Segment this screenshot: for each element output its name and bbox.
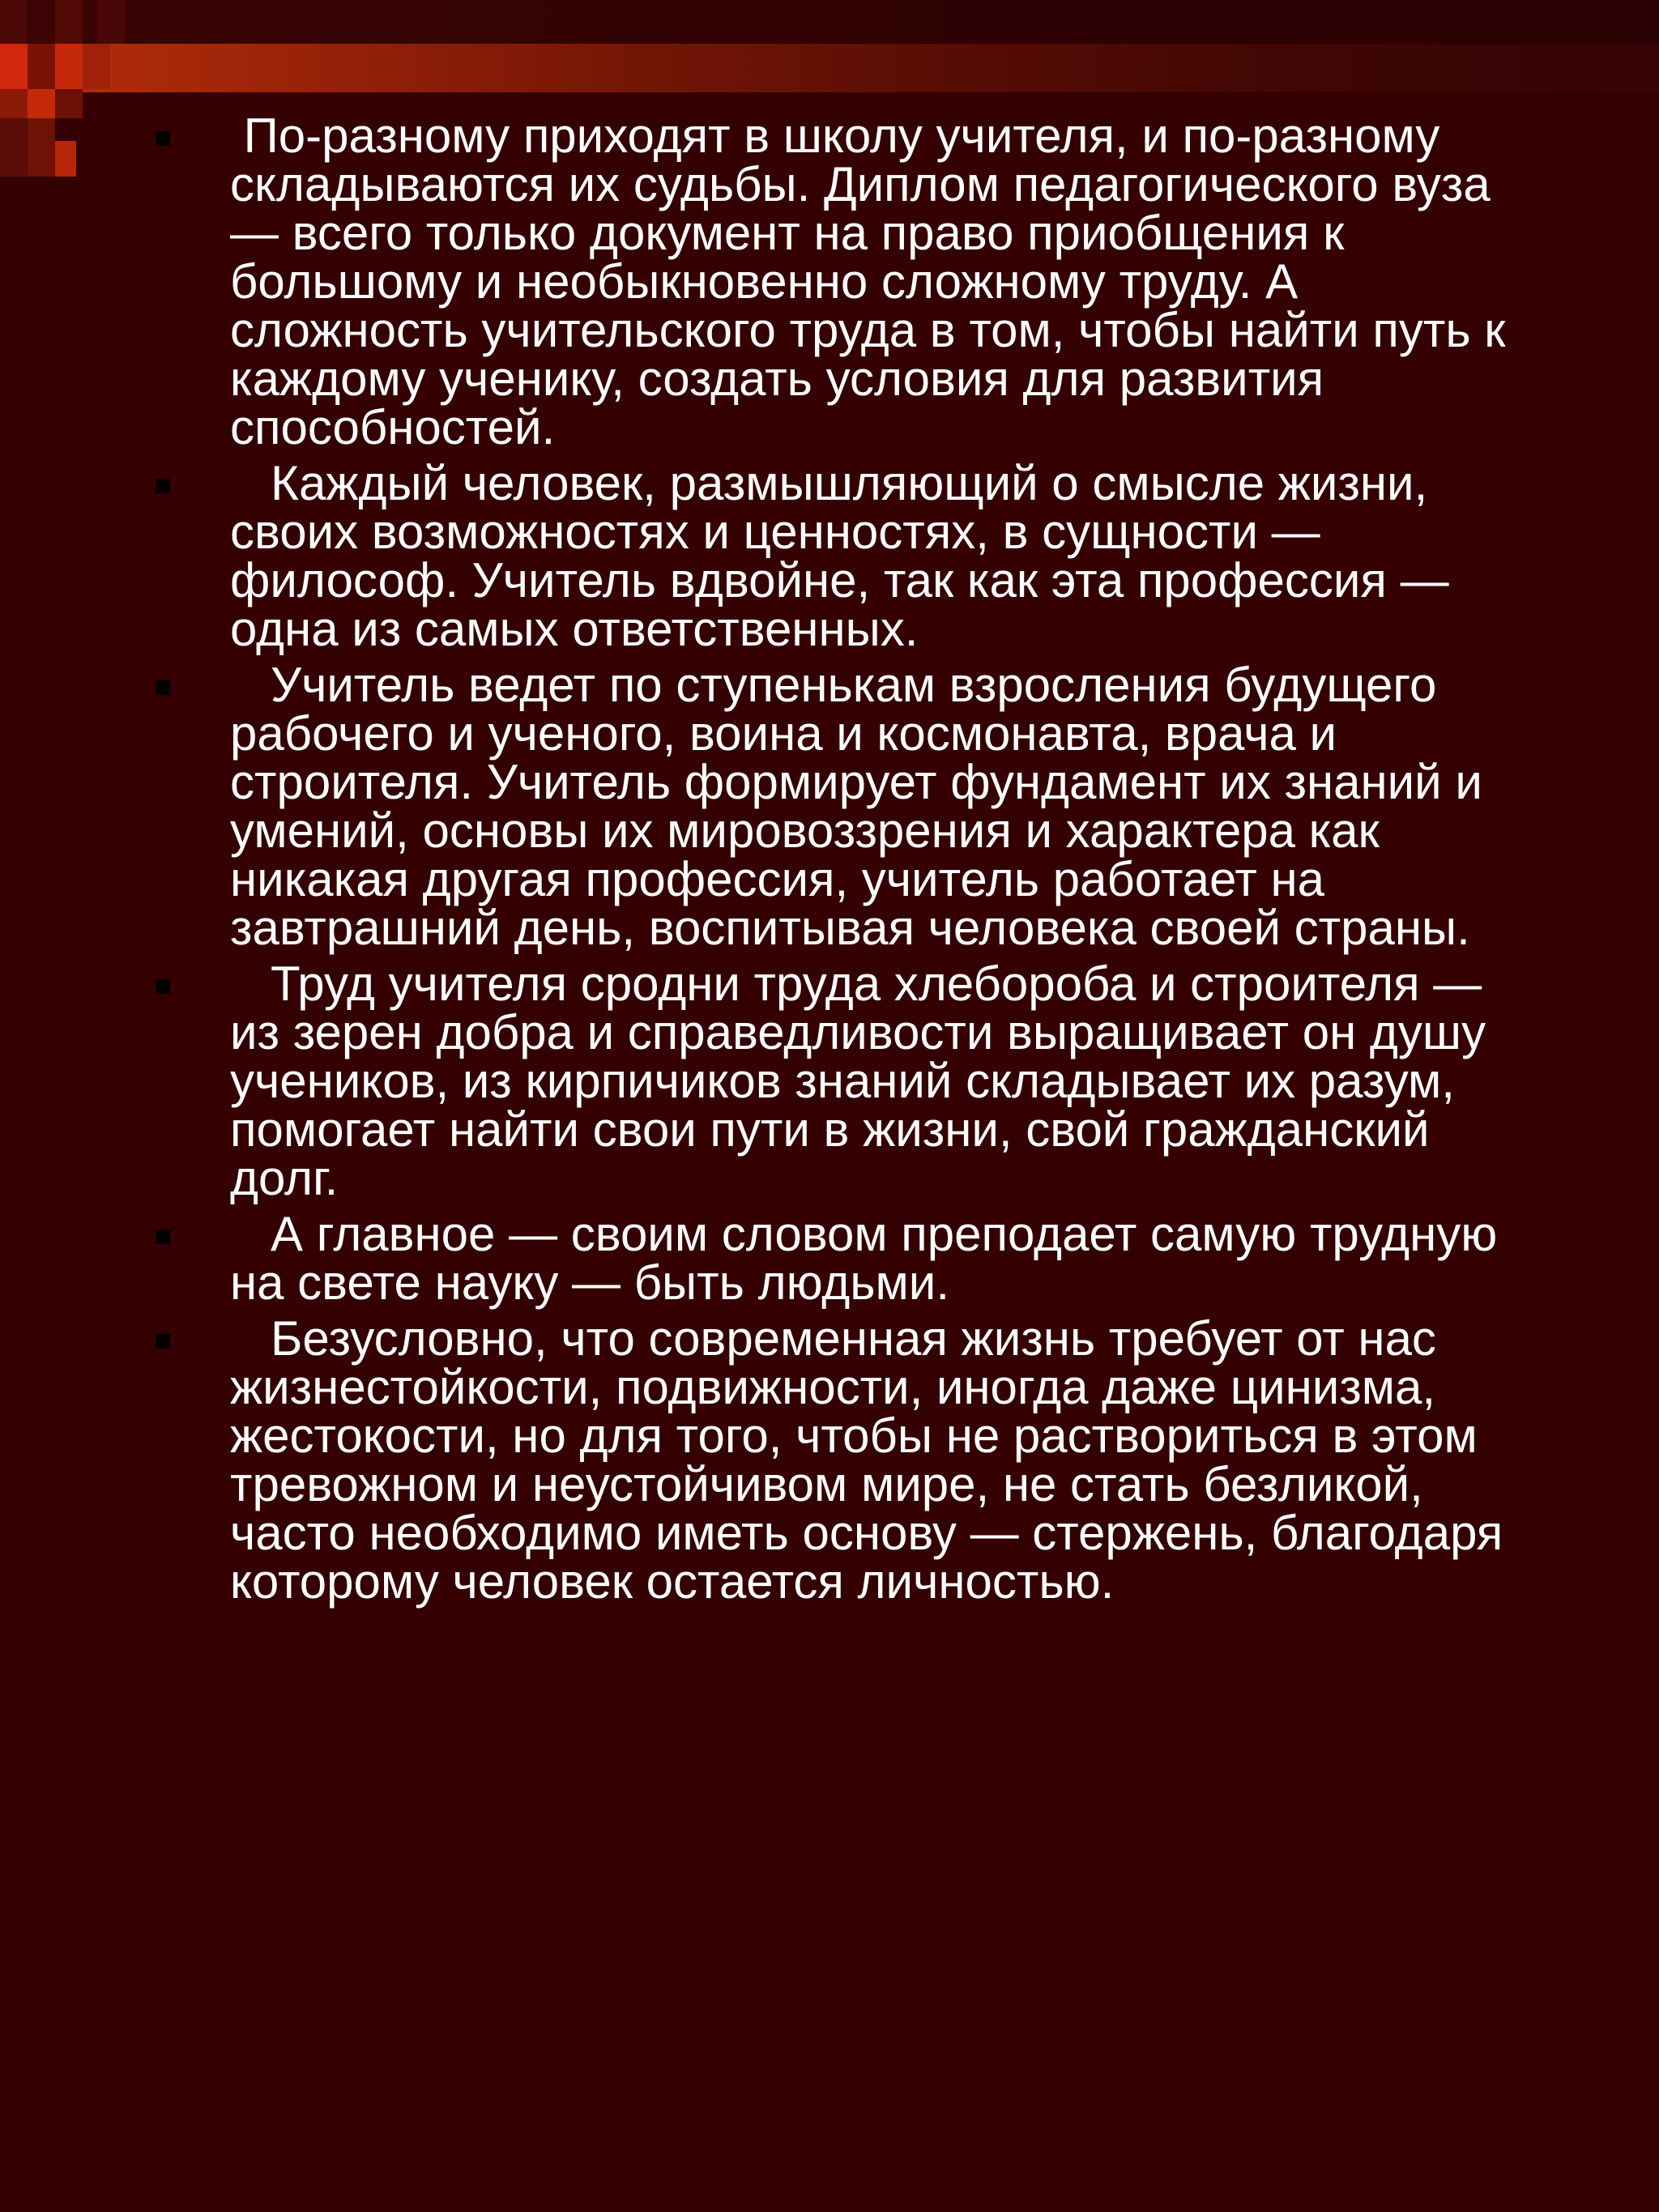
bullet-item [151, 658, 1528, 955]
decorative-squares [0, 0, 130, 186]
deco-square [55, 44, 83, 89]
square-bullet-icon [156, 479, 170, 493]
deco-square [0, 0, 28, 44]
deco-square [83, 44, 110, 89]
bullet-text: По-разному приходят в школу учителя, и по-разному складываются их судьбы. Диплом педагогического вуза — всего только документ на право приобщения к большому и необыкновенно сложному труду. А сложность учительского труда в том, чтобы найти путь к каждому ученику, создать условия для развития способностей. [230, 109, 1520, 454]
deco-square [97, 0, 125, 44]
square-bullet-icon [156, 680, 170, 695]
deco-square [28, 0, 55, 44]
deco-square [55, 0, 83, 44]
square-bullet-icon [156, 131, 170, 146]
deco-square [28, 44, 55, 89]
square-bullet-icon [156, 1230, 170, 1244]
bullet-item [151, 109, 1528, 454]
bullet-list [151, 109, 1528, 1609]
deco-square [0, 118, 28, 177]
bullet-text: Учитель ведет по ступенькам взросления будущего рабочего и ученого, воина и космонавта, врача и строителя. Учитель формирует фундамент их знаний и умений, основы их мировоззрения и характера как никакая другая профессия, учитель работает на завтрашний день, воспитывая человека своей страны. [230, 658, 1496, 955]
bullet-text: Безусловно, что современная жизнь требует от нас жизнестойкости, подвижности, иногда даже цинизма, жестокости, но для того, чтобы не раствориться в этом тревожном и неустойчивом мире, не стать безликой, часто необходимо иметь основу — стержень, благодаря которому человек остается личностью. [230, 1311, 1516, 1609]
square-bullet-icon [156, 979, 170, 994]
deco-square [28, 118, 55, 177]
bullet-text: Каждый человек, размышляющий о смысле жизни, своих возможностях и ценностях, в сущности — философ. Учитель вдвойне, так как эта профессия — одна из самых ответственных. [230, 456, 1463, 656]
deco-square [55, 89, 83, 118]
bullet-item [151, 957, 1528, 1205]
deco-square [0, 89, 28, 118]
deco-square [55, 141, 76, 177]
square-bullet-icon [156, 1334, 170, 1349]
bullet-item [151, 1207, 1528, 1310]
bullet-text: А главное — своим словом преподает самую трудную на свете науку — быть людьми. [230, 1207, 1511, 1310]
deco-square [0, 44, 28, 89]
bullet-item [151, 456, 1528, 656]
bullet-item [151, 1311, 1528, 1609]
deco-square [28, 89, 55, 118]
header-gradient-bar [0, 44, 1659, 92]
bullet-text: Труд учителя сродни труда хлебороба и строителя — из зерен добра и справедливости выращивает он душу учеников, из кирпичиков знаний складывает их разум, помогает найти свои пути в жизни, свой гражданский долг. [230, 957, 1499, 1205]
top-band [0, 0, 1659, 44]
